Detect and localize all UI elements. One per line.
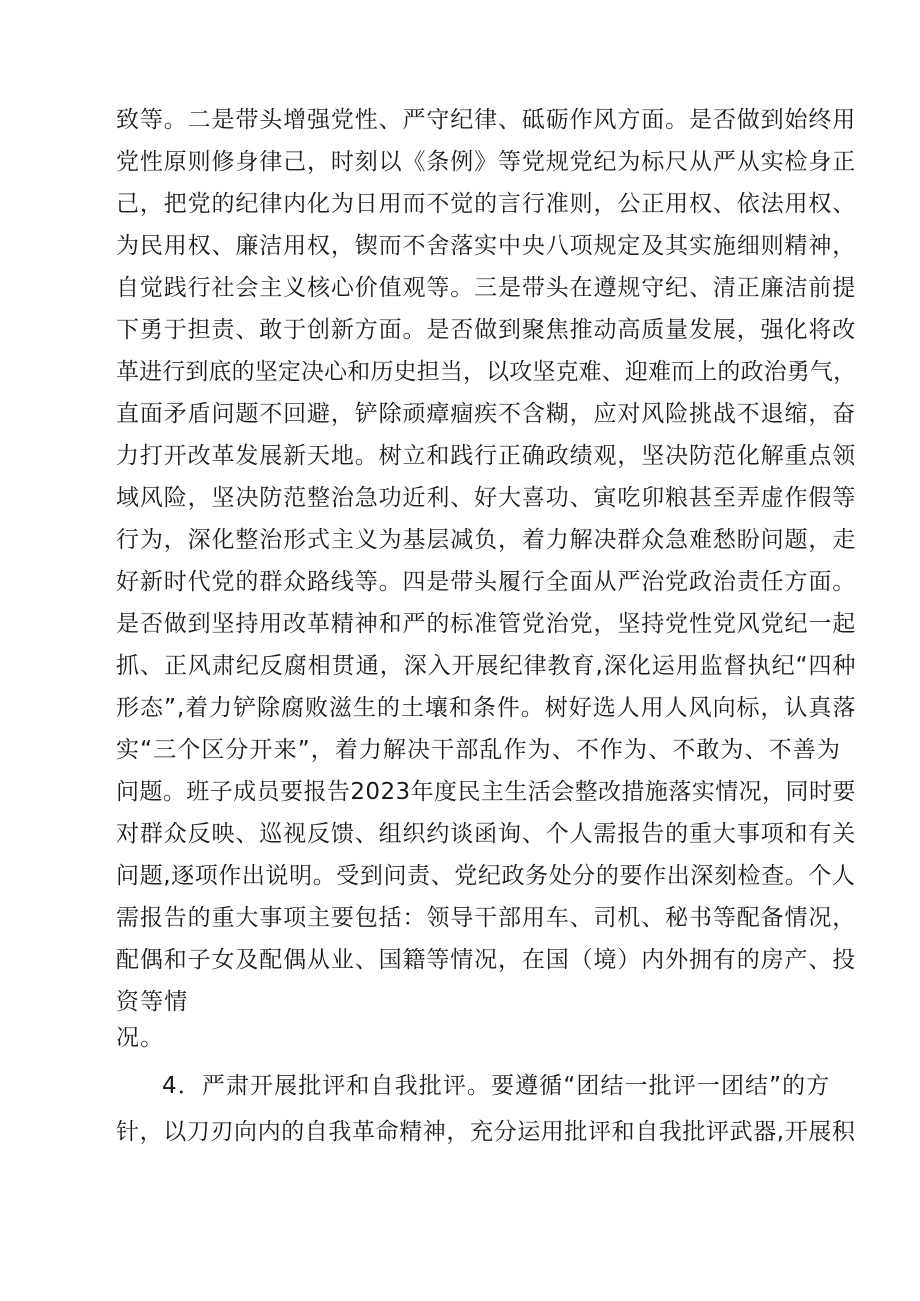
text-line: 资等情 (116, 989, 189, 1015)
text-line: 直面矛盾问题不回避，铲除顽瘴痼疾不含糊，应对风险挑战不退缩，奋 (116, 401, 857, 427)
text-line: 对群众反映、巡视反馈、组织约谈函询、个人需报告的重大事项和有关 (116, 821, 857, 847)
text-line: 针，以刀刃向内的自我革命精神，充分运用批评和自我批评武器,开展积 (116, 1119, 856, 1145)
text-line: 下勇于担责、敢于创新方面。是否做到聚焦推动高质量发展，强化将改 (116, 317, 857, 343)
text-line: 问题,逐项作出说明。受到问责、党纪政务处分的要作出深刻检查。个人 (116, 863, 856, 889)
text-line: 好新时代党的群众路线等。四是带头履行全面从严治党政治责任方面。 (116, 569, 857, 595)
text-line: 为民用权、廉洁用权，锲而不舍落实中央八项规定及其实施细则精神， (116, 233, 857, 259)
text-line: 自觉践行社会主义核心价值观等。三是带头在遵规守纪、清正廉洁前提 (116, 275, 857, 301)
text-line: 需报告的重大事项主要包括：领导干部用车、司机、秘书等配备情况， (116, 905, 857, 931)
text-line: 党性原则修身律己，时刻以《条例》等党规党纪为标尺从严从实检身正 (116, 149, 857, 175)
text-line: 形态”,着力铲除腐败滋生的土壤和条件。树好选人用人风向标，认真落 (116, 695, 857, 721)
text-line: 是否做到坚持用改革精神和严的标准管党治党，坚持党性党风党纪一起 (116, 611, 857, 637)
text-line: 力打开改革发展新天地。树立和践行正确政绩观，坚决防范化解重点领 (116, 443, 857, 469)
text-line: 行为，深化整治形式主义为基层减负，着力解决群众急难愁盼问题，走 (116, 527, 857, 553)
text-line: 革进行到底的坚定决心和历史担当，以攻坚克难、迎难而上的政治勇气， (116, 359, 857, 385)
text-line: 况。 (116, 1025, 165, 1051)
text-line: 致等。二是带头增强党性、严守纪律、砥砺作风方面。是否做到始终用 (116, 107, 857, 133)
section-heading-line: 4．严肃开展批评和自我批评。要遵循“团结一批评一团结”的方 (162, 1073, 831, 1099)
text-line: 抓、正风肃纪反腐相贯通，深入开展纪律教育,深化运用监督执纪“四种 (116, 653, 857, 679)
text-line: 问题。班子成员要报告2023年度民主生活会整改措施落实情况，同时要 (116, 779, 856, 805)
text-line: 实“三个区分开来”，着力解决干部乱作为、不作为、不敢为、不善为 (116, 737, 841, 763)
text-line: 域风险，坚决防范整治急功近利、好大喜功、寅吃卯粮甚至弄虚作假等 (116, 485, 857, 511)
text-line: 己，把党的纪律内化为日用而不觉的言行准则，公正用权、依法用权、 (116, 191, 857, 217)
text-line: 配偶和子女及配偶从业、国籍等情况，在国（境）内外拥有的房产、投 (116, 947, 857, 973)
